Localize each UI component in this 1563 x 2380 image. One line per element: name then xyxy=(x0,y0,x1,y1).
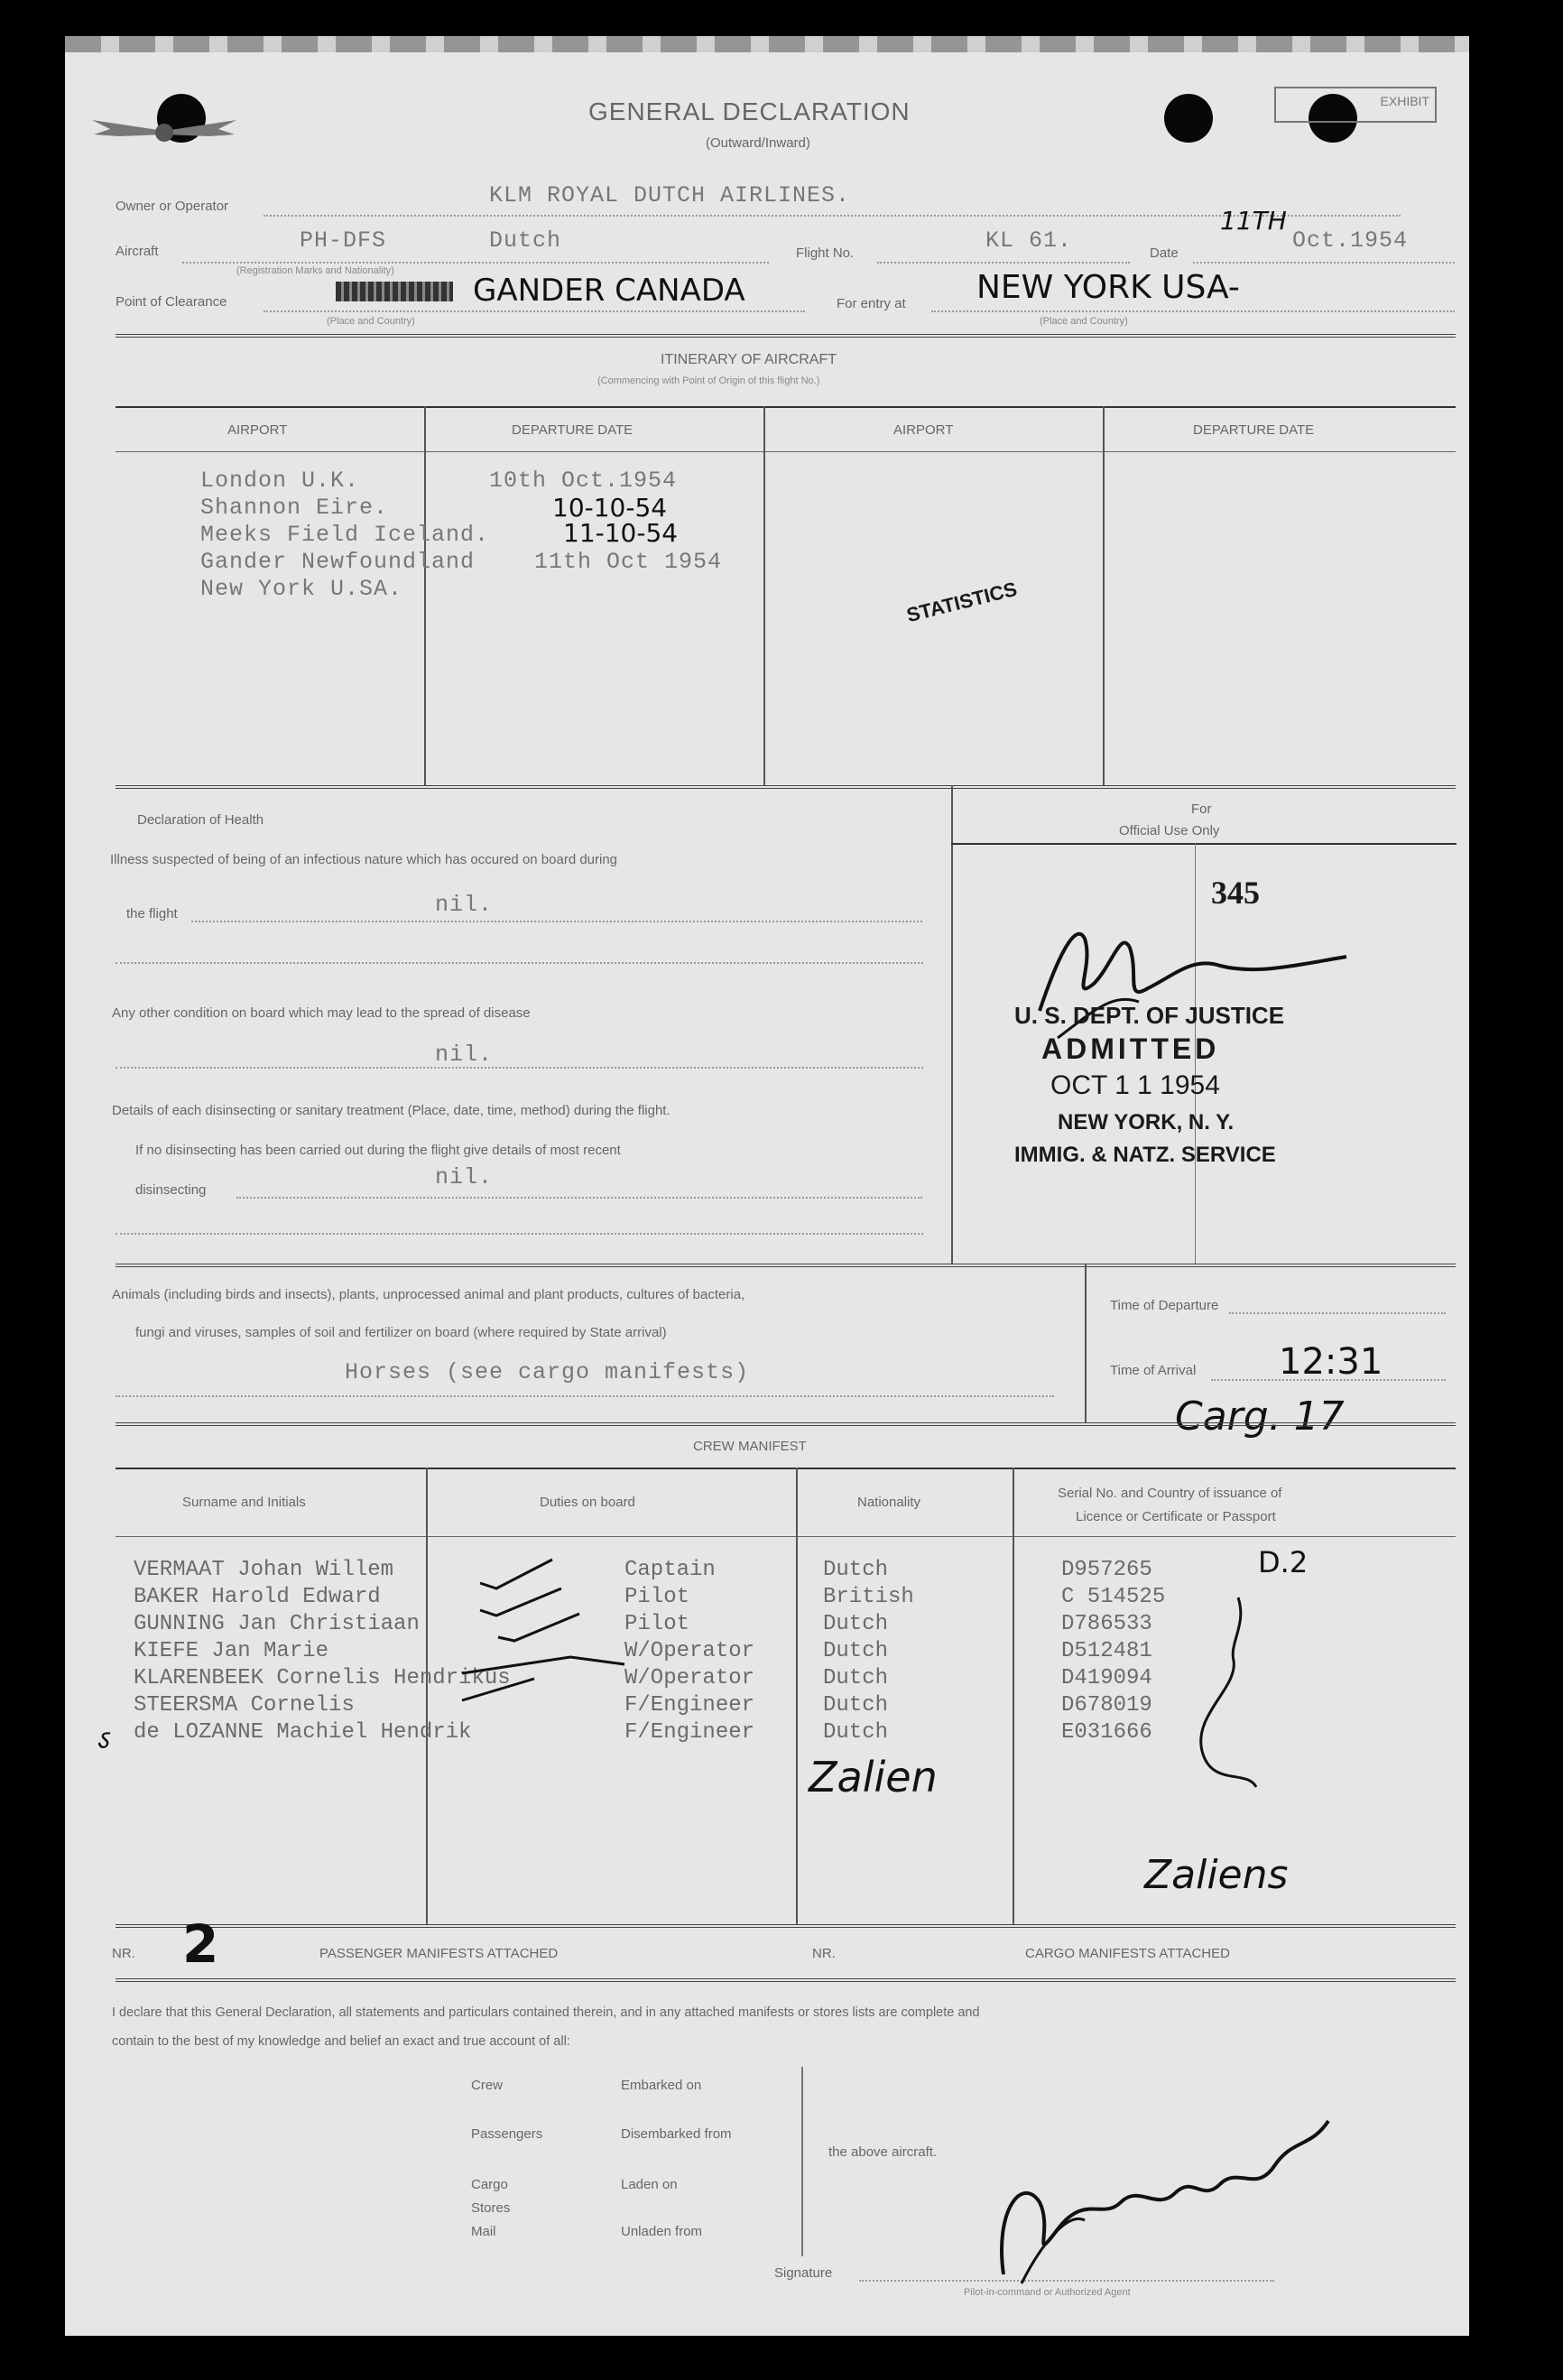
itinerary-airport-4: Gander Newfoundland xyxy=(200,549,476,575)
owner-value: KLM ROYAL DUTCH AIRLINES. xyxy=(489,182,851,208)
top-torn-edge xyxy=(65,36,1469,52)
col-nationality: Nationality xyxy=(857,1495,921,1510)
flight-line xyxy=(877,262,1130,264)
footer-brace xyxy=(801,2067,803,2256)
crew-aliens-note-2: Zalien xyxy=(809,1753,938,1801)
passenger-manifest-label: PASSENGER MANIFESTS ATTACHED xyxy=(319,1946,559,1961)
crew-title: CREW MANIFEST xyxy=(693,1439,807,1454)
crew-col-rule xyxy=(116,1536,1456,1537)
disinsect-line xyxy=(236,1197,922,1199)
other-line xyxy=(116,1067,923,1069)
footer-cargo: Cargo xyxy=(471,2177,508,2192)
stamp-dept-justice: U. S. DEPT. OF JUSTICE xyxy=(1014,1002,1285,1029)
crew-margin-mark: ऽ xyxy=(96,1725,109,1756)
footer-above-aircraft: the above aircraft. xyxy=(828,2144,938,2160)
form-title: GENERAL DECLARATION xyxy=(588,97,911,125)
departure-time-line xyxy=(1229,1312,1446,1314)
official-number: 345 xyxy=(1211,875,1260,911)
disinsect-line-2 xyxy=(116,1233,923,1235)
crew-serial: D678019 xyxy=(1061,1693,1152,1718)
official-divider xyxy=(951,785,953,1264)
manifest-bottom-rule xyxy=(116,1978,1456,1982)
declare-line-1: I declare that this General Declaration, all statements and particulars contained therein, and in any attached manifests or stores lists are complete and xyxy=(112,2005,980,2020)
disinsect-label: Details of each disinsecting or sanitary treatment (Place, date, time, method) during the flight. xyxy=(112,1103,671,1118)
crew-duty: F/Engineer xyxy=(624,1720,755,1745)
declaration-form xyxy=(65,36,1469,2336)
animals-value: Horses (see cargo manifests) xyxy=(345,1359,750,1385)
itinerary-airport-2: Shannon Eire. xyxy=(200,495,389,521)
crew-name: KIEFE Jan Marie xyxy=(134,1639,329,1663)
itinerary-date-4: 11th Oct 1954 xyxy=(534,549,723,575)
crew-serial: C 514525 xyxy=(1061,1585,1166,1609)
declare-line-2: contain to the best of my knowledge and belief an exact and true account of all: xyxy=(112,2034,570,2049)
itinerary-div-3 xyxy=(1103,406,1105,785)
itinerary-date-3: 11-10-54 xyxy=(563,518,679,548)
footer-disembarked: Disembarked from xyxy=(621,2126,732,2142)
arrival-time-label: Time of Arrival xyxy=(1110,1363,1197,1378)
illness-label: Illness suspected of being of an infectious nature which has occured on board during xyxy=(110,852,618,867)
illness-line-2 xyxy=(116,962,923,964)
official-rule xyxy=(951,843,1457,845)
crew-name: GUNNING Jan Christiaan xyxy=(134,1612,420,1636)
departure-time-label: Time of Departure xyxy=(1110,1298,1219,1313)
illness-the-flight: the flight xyxy=(126,906,178,921)
footer-stores: Stores xyxy=(471,2200,511,2216)
pilot-label: Pilot-in-command or Authorized Agent xyxy=(964,2287,1131,2298)
crew-duty: F/Engineer xyxy=(624,1693,755,1718)
animals-top-rule xyxy=(116,1264,1456,1267)
crew-duty: W/Operator xyxy=(624,1666,755,1690)
health-label: Declaration of Health xyxy=(137,812,264,828)
footer-mail: Mail xyxy=(471,2224,496,2239)
crew-name: STEERSMA Cornelis xyxy=(134,1693,355,1718)
captain-signature xyxy=(967,2067,1383,2301)
official-use-only: Official Use Only xyxy=(1119,823,1220,838)
arrival-time-value: 12:31 xyxy=(1279,1341,1383,1383)
clearance-sublabel: (Place and Country) xyxy=(327,316,415,327)
crew-serial: D786533 xyxy=(1061,1612,1152,1636)
col-duties: Duties on board xyxy=(540,1495,635,1510)
crew-name: BAKER Harold Edward xyxy=(134,1585,381,1609)
date-handwritten: 11TH xyxy=(1220,206,1287,236)
itinerary-title: ITINERARY OF AIRCRAFT xyxy=(661,352,837,367)
crew-name: de LOZANNE Machiel Hendrik xyxy=(134,1720,472,1745)
punch-hole-right xyxy=(1164,94,1213,143)
disinsect-label-2: If no disinsecting has been carried out during the flight give details of most recent xyxy=(135,1143,621,1158)
aircraft-nationality: Dutch xyxy=(489,227,562,254)
crew-serial: D957265 xyxy=(1061,1558,1152,1582)
col-departure: DEPARTURE DATE xyxy=(512,422,634,438)
itinerary-top-rule xyxy=(116,334,1456,338)
date-line xyxy=(1193,262,1455,264)
animals-divider xyxy=(1085,1264,1087,1422)
itinerary-header-rule xyxy=(116,406,1456,408)
col-airport-2: AIRPORT xyxy=(893,422,954,438)
redacted-block xyxy=(336,282,453,301)
crew-d2-note: D.2 xyxy=(1258,1545,1309,1579)
itinerary-date-2: 10-10-54 xyxy=(552,493,668,523)
itinerary-div-1 xyxy=(424,406,426,785)
stamp-date: OCT 1 1 1954 xyxy=(1050,1070,1220,1100)
crew-header-rule xyxy=(116,1468,1456,1469)
itinerary-col-rule xyxy=(116,451,1456,452)
crew-duty: Pilot xyxy=(624,1612,690,1636)
disinsect-value: nil. xyxy=(435,1164,494,1190)
footer-laden: Laden on xyxy=(621,2177,678,2192)
crew-name: KLARENBEEK Cornelis Hendrikus xyxy=(134,1666,511,1690)
illness-line xyxy=(191,921,922,922)
cargo-manifest-label: CARGO MANIFESTS ATTACHED xyxy=(1025,1946,1230,1961)
form-subtitle: (Outward/Inward) xyxy=(706,135,810,151)
entry-value: NEW YORK USA- xyxy=(976,269,1240,306)
entry-line xyxy=(931,310,1455,312)
itinerary-airport-5: New York U.SA. xyxy=(200,576,403,602)
flight-value: KL 61. xyxy=(985,227,1073,254)
cargo-hand-note: Carg. 17 xyxy=(1175,1394,1345,1440)
health-top-rule xyxy=(116,785,1456,789)
other-value: nil. xyxy=(435,1042,494,1068)
crew-nationality: Dutch xyxy=(823,1612,889,1636)
illness-value: nil. xyxy=(435,892,494,918)
stamp-immig: IMMIG. & NATZ. SERVICE xyxy=(1014,1143,1276,1167)
aircraft-value: PH-DFS xyxy=(300,227,387,254)
crew-aliens-note: Zaliens xyxy=(1144,1852,1289,1898)
col-serial-2: Licence or Certificate or Passport xyxy=(1076,1509,1276,1524)
stamp-admitted: ADMITTED xyxy=(1041,1033,1220,1065)
date-label: Date xyxy=(1150,245,1179,261)
itinerary-date-1: 10th Oct.1954 xyxy=(489,468,678,494)
passenger-nr-value: 2 xyxy=(182,1913,219,1975)
aircraft-line xyxy=(182,262,769,264)
entry-sublabel: (Place and Country) xyxy=(1040,316,1128,327)
flight-label: Flight No. xyxy=(796,245,855,261)
manifest-top-rule xyxy=(116,1924,1456,1928)
crew-bracket-scribble xyxy=(1166,1588,1283,1823)
crew-duty: Pilot xyxy=(624,1585,690,1609)
aircraft-sublabel: (Registration Marks and Nationality) xyxy=(236,265,394,276)
crew-nationality: British xyxy=(823,1585,914,1609)
itinerary-airport-3: Meeks Field Iceland. xyxy=(200,522,490,548)
corner-exhibit-stamp: EXHIBIT xyxy=(1274,87,1437,123)
disinsect-word: disinsecting xyxy=(135,1182,207,1198)
cargo-nr-label: NR. xyxy=(812,1946,836,1961)
aircraft-label: Aircraft xyxy=(116,244,159,259)
crew-serial: E031666 xyxy=(1061,1720,1152,1745)
crew-nationality: Dutch xyxy=(823,1639,889,1663)
animals-label-2: fungi and viruses, samples of soil and fertilizer on board (where required by State arrival) xyxy=(135,1325,667,1340)
official-for: For xyxy=(1191,801,1212,817)
passenger-nr-label: NR. xyxy=(112,1946,135,1961)
crew-nationality: Dutch xyxy=(823,1720,889,1745)
animals-line xyxy=(116,1395,1054,1397)
crew-serial: D512481 xyxy=(1061,1639,1152,1663)
crew-duty: W/Operator xyxy=(624,1639,755,1663)
footer-passengers: Passengers xyxy=(471,2126,543,2142)
stamp-new-york: NEW YORK, N. Y. xyxy=(1058,1110,1235,1134)
signature-label: Signature xyxy=(774,2265,833,2281)
date-value: Oct.1954 xyxy=(1292,227,1409,254)
animals-label: Animals (including birds and insects), plants, unprocessed animal and plant products, cultures of bacteria, xyxy=(112,1287,745,1302)
crew-name: VERMAAT Johan Willem xyxy=(134,1558,394,1582)
crew-duty: Captain xyxy=(624,1558,716,1582)
itinerary-div-2 xyxy=(763,406,765,785)
crew-serial: D419094 xyxy=(1061,1666,1152,1690)
statistics-stamp: STATISTICS xyxy=(904,577,1020,627)
other-label: Any other condition on board which may lead to the spread of disease xyxy=(112,1005,531,1021)
clearance-line xyxy=(264,310,805,312)
crew-top-rule xyxy=(116,1422,1456,1426)
itinerary-airport-1: London U.K. xyxy=(200,468,360,494)
wings-logo-icon xyxy=(83,104,245,158)
col-airport: AIRPORT xyxy=(227,422,288,438)
crew-check-marks xyxy=(426,1552,634,1715)
owner-label: Owner or Operator xyxy=(116,199,229,214)
col-surname: Surname and Initials xyxy=(182,1495,306,1510)
crew-nationality: Dutch xyxy=(823,1558,889,1582)
clearance-value: GANDER CANADA xyxy=(473,273,745,309)
footer-unladen: Unladen from xyxy=(621,2224,703,2239)
col-serial: Serial No. and Country of issuance of xyxy=(1058,1486,1282,1501)
footer-embarked: Embarked on xyxy=(621,2078,702,2093)
crew-nationality: Dutch xyxy=(823,1693,889,1718)
col-departure-2: DEPARTURE DATE xyxy=(1193,422,1315,438)
entry-label: For entry at xyxy=(837,296,906,311)
itinerary-subtitle: (Commencing with Point of Origin of this flight No.) xyxy=(597,375,820,386)
footer-crew: Crew xyxy=(471,2078,504,2093)
clearance-label: Point of Clearance xyxy=(116,294,227,310)
crew-nationality: Dutch xyxy=(823,1666,889,1690)
